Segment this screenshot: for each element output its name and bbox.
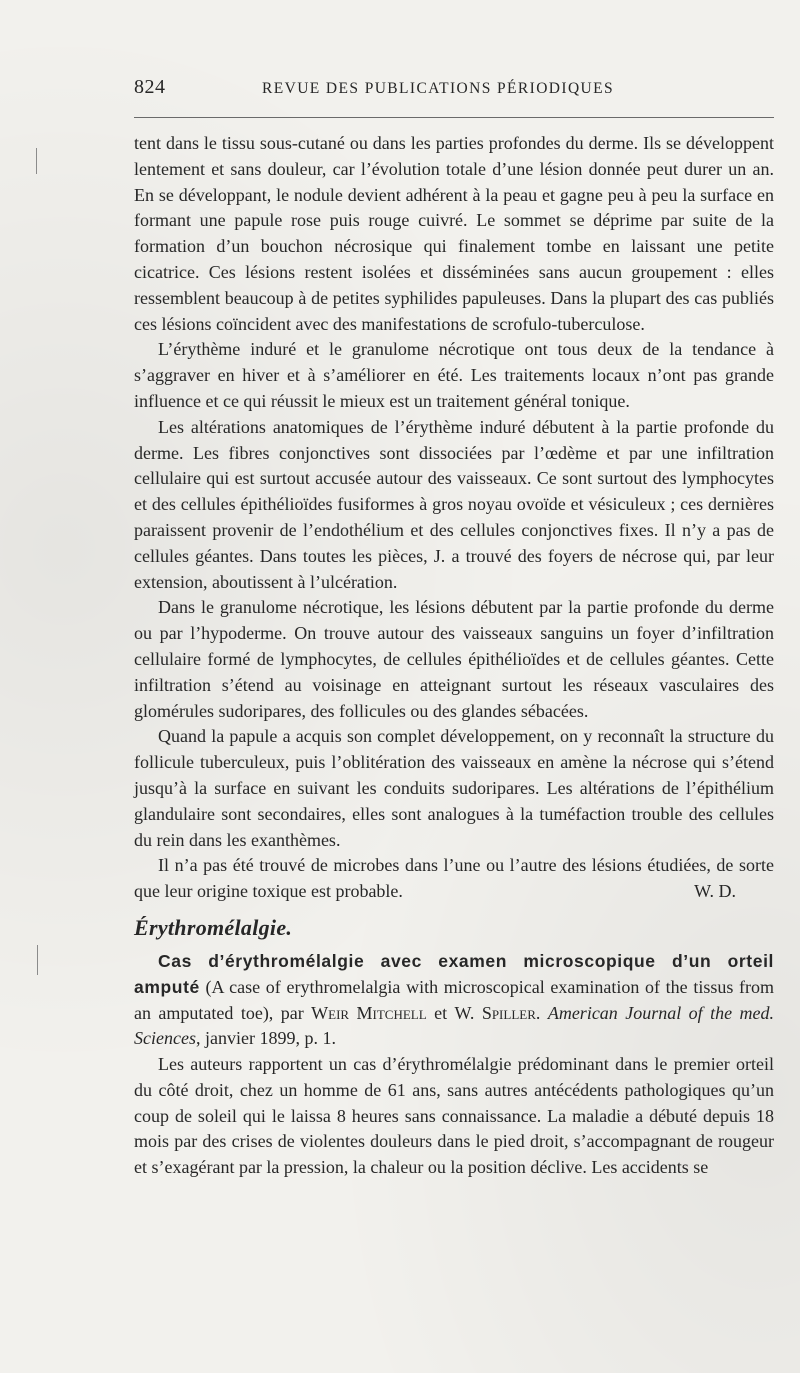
paragraph: Quand la papule a acquis son complet développement, on y reconnaît la structure du follicule tuberculeux, puis l’oblitération des vaisseaux en amène la nécrose qui s’étend jusqu’à la surface en suivant les conduits sudoripares. Les altérations de l’épithélium glandulaire sont secondaires, elles sont analogues à la tuméfaction trouble des cellules du rein dans les exanthèmes. [134, 726, 774, 850]
running-title: REVUE DES PUBLICATIONS PÉRIODIQUES [262, 80, 615, 97]
margin-mark [37, 945, 38, 975]
author-separator: et [426, 1002, 455, 1023]
section-heading: Érythromélalgie. [134, 914, 293, 940]
body-text [134, 131, 774, 1181]
article-title: Cas d’érythromélalgie avec examen microscopique d’un orteil amputé [134, 950, 774, 997]
article-subtitle: (A case of erythromelalgia with microscopical examination of the tissus from an amputated toe), par [134, 976, 774, 1023]
paragraph: Dans le granulome nécrotique, les lésions débutent par la partie profonde du derme ou par l’hypoderme. On trouve autour des vaisseaux sanguins un foyer d’infiltration cellulaire formé de lymphocytes, de cellules épithélioïdes et de cellules géantes. Cette infiltration s’étend au voisinage en atteignant surtout les réseaux vasculaires des glomérules sudoripares, des follicules ou des glandes sébacées. [134, 597, 774, 721]
journal-name: American Journal of the med. Sciences [134, 1002, 775, 1049]
paragraph-text: Il n’a pas été trouvé de microbes dans l’une ou l’autre des lésions étudiées, de sorte que leur origine toxique est probable. [134, 855, 774, 902]
paragraph: L’érythème induré et le granulome nécrotique ont tous deux de la tendance à s’aggraver en hiver et à s’améliorer en été. Les traitements locaux n’ont pas grande influence et ce qui réussit le mieux est un traitement général tonique. [134, 339, 774, 411]
signature: W. D. [694, 881, 736, 902]
author: W. Spiller. [454, 1002, 541, 1023]
paragraph: Les altérations anatomiques de l’érythème induré débutent à la partie profonde du derme. Les fibres conjonctives sont dissociées par l’œdème et par une infiltration cellulaire qui est surtout accusée autour des vaisseaux. Ce sont surtout des lymphocytes et des cellules épithélioïdes fusiformes à gros noyau ovoïde et vésiculeux ; ces dernières paraissent provenir de l’endothélium et des cellules conjonctives fixes. Il n’y a pas de cellules géantes. Dans toutes les pièces, J. a trouvé des foyers de nécrose qui, par leur extension, aboutissent à l’ulcération. [134, 416, 774, 592]
article-reference [134, 949, 774, 1052]
margin-mark [36, 148, 37, 174]
paragraph-with-signature [134, 853, 774, 905]
page-header [134, 76, 774, 102]
paragraph: Les auteurs rapportent un cas d’érythromélalgie prédominant dans le premier orteil du côté droit, chez un homme de 61 ans, sans autres antécédents pathologiques qu’un coup de soleil qui le laissa 8 heures sans connaissance. La maladie a débuté depuis 18 mois par des crises de violentes douleurs dans le pied droit, s’accompagnant de rougeur et s’exagérant par la pression, la chaleur ou la position déclive. Les accidents se [134, 1054, 774, 1178]
author: Weir Mitchell [311, 1002, 427, 1023]
page-number: 824 [134, 76, 166, 98]
citation-details: , janvier 1899, p. 1. [195, 1028, 336, 1049]
header-rule [134, 117, 774, 118]
paragraph: tent dans le tissu sous-cutané ou dans les parties profondes du derme. Ils se développent lentement et sans douleur, car l’évolution totale d’une lésion donnée peut durer un an. En se développant, le nodule devient adhérent à la peau et gagne peu à peu la surface en formant une papule rose puis rouge cuivré. Le sommet se déprime par suite de la formation d’un bouchon nécrosique qui finalement tombe en laissant une petite cicatrice. Ces lésions restent isolées et disséminées sans aucun groupement : elles ressemblent beaucoup à de petites syphilides papuleuses. Dans la plupart des cas publiés ces lésions coïncident avec des manifestations de scrofulo-tuberculose. [134, 133, 774, 334]
